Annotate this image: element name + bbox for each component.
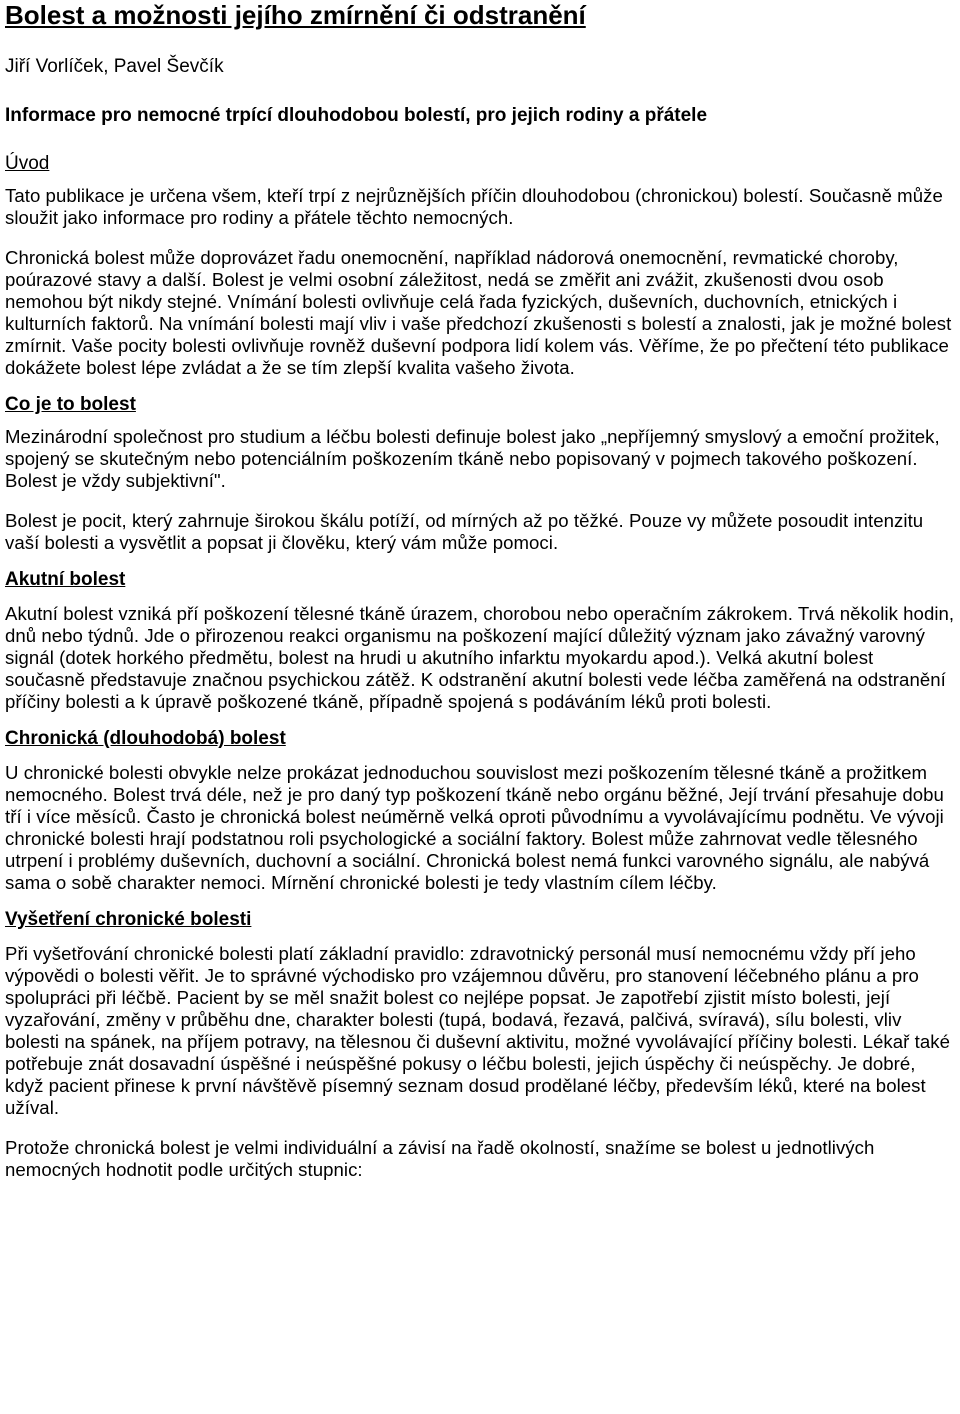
section-heading-akutni: Akutní bolest — [5, 569, 126, 590]
paragraph-co-je-bolest-1: Mezinárodní společnost pro studium a léčbu bolesti definuje bolest jako „nepříjemný smyslový a emoční prožitek, spojený se skutečným nebo potenciálním poškozením tkáně nebo popisovaný v pojmech takového poškození. Bolest je vždy subjektivní". — [5, 426, 940, 491]
document-subtitle: Informace pro nemocné trpící dlouhodobou bolestí, pro jejich rodiny a přátele — [5, 105, 708, 126]
paragraph-uvod-2: Chronická bolest může doprovázet řadu onemocnění, například nádorová onemocnění, revmatické choroby, poúrazové stavy a další. Bolest je velmi osobní záležitost, nedá se změřit ani zvážit, zkušenosti dvou osob nemohou být nikdy stejné. Vnímání bolesti ovlivňuje celá řada fyzických, duševních, duchovních, etnických i kulturních faktorů. Na vnímání bolesti mají vliv i vaše předchozí zkušenosti s bolestí a znalosti, jak je možné bolest zmírnit. Vaše pocity bolesti ovlivňuje rovněž duševní podpora lidí kolem vás. Věříme, že po přečtení této publikace dokážete bolest lépe zvládat a že se tím zlepší kvalita vašeho života. — [5, 247, 952, 378]
section-heading-uvod: Úvod — [5, 153, 50, 174]
section-heading-co-je-bolest: Co je to bolest — [5, 394, 136, 415]
paragraph-vysetreni-1: Při vyšetřování chronické bolesti platí základní pravidlo: zdravotnický personál musí nemocnému vždy pří jeho výpovědi o bolesti věřit. Je to správné východisko pro vzájemnou důvěru, pro stanovení léčebného plánu a pro spolupráci při léčbě. Pacient by se měl snažit bolest co nejlépe popsat. Je zapotřebí zjistit místo bolesti, její vyzařování, změny v průběhu dne, charakter bolesti (tupá, bodavá, řezavá, palčivá, svíravá), sílu bolesti, vliv bolesti na spánek, na příjem potravy, na tělesnou či duševní aktivitu, možné vyvolávající příčiny bolesti. Lékař také potřebuje znát dosavadní úspěšné i neúspěšné pokusy o léčbu bolesti, jejich úspěchy či neúspěchy. Je dobré, když pacient přinese k první návštěvě písemný seznam dosud prodělané léčby, především léků, které na bolest užíval. — [5, 943, 950, 1118]
paragraph-akutni-1: Akutní bolest vzniká pří poškození tělesné tkáně úrazem, chorobou nebo operačním zákrokem. Trvá několik hodin, dnů nebo týdnů. Jde o přirozenou reakci organismu na poškození mající důležitý význam jako závažný varovný signál (dotek horkého předmětu, bolest na hrudi u akutního infarktu myokardu apod.). Velká akutní bolest současně představuje značnou psychickou zátěž. K odstranění akutní bolesti vede léčba zaměřená na odstranění příčiny bolesti a k úpravě poškozené tkáně, případně spojená s podáváním léků proti bolesti. — [5, 603, 955, 712]
paragraph-uvod-1: Tato publikace je určena všem, kteří trpí z nejrůznějších příčin dlouhodobou (chronickou) bolestí. Současně může sloužit jako informace pro rodiny a přátele těchto nemocných. — [5, 185, 943, 228]
document-authors: Jiří Vorlíček, Pavel Ševčík — [5, 56, 224, 77]
section-heading-vysetreni: Vyšetření chronické bolesti — [5, 909, 252, 930]
paragraph-co-je-bolest-2: Bolest je pocit, který zahrnuje širokou škálu potíží, od mírných až po těžké. Pouze vy můžete posoudit intenzitu vaší bolesti a vysvětlit a popsat ji člověku, který vám může pomoci. — [5, 510, 924, 553]
section-heading-chronicka: Chronická (dlouhodobá) bolest — [5, 728, 286, 749]
paragraph-vysetreni-2: Protože chronická bolest je velmi individuální a závisí na řadě okolností, snažíme se bolest u jednotlivých nemocných hodnotit podle určitých stupnic: — [5, 1137, 875, 1180]
document-title: Bolest a možnosti jejího zmírnění či odstranění — [5, 0, 586, 30]
paragraph-chronicka-1: U chronické bolesti obvykle nelze prokázat jednoduchou souvislost mezi poškozením tělesné tkáně a prožitkem nemocného. Bolest trvá déle, než je pro daný typ poškození tkáně nebo orgánu běžné, Její trvání přesahuje dobu tří i více měsíců. Často je chronická bolest neúměrně velká oproti původnímu a vyvolávajícímu podnětu. Ve vývoji chronické bolesti hrají podstatnou roli psychologické a sociální faktory. Bolest může zahrnovat vedle tělesného utrpení i problémy duševních, duchovní a sociální. Chronická bolest nemá funkci varovného signálu, ale nabývá sama o sobě charakter nemoci. Mírnění chronické bolesti je tedy vlastním cílem léčby. — [5, 762, 944, 893]
